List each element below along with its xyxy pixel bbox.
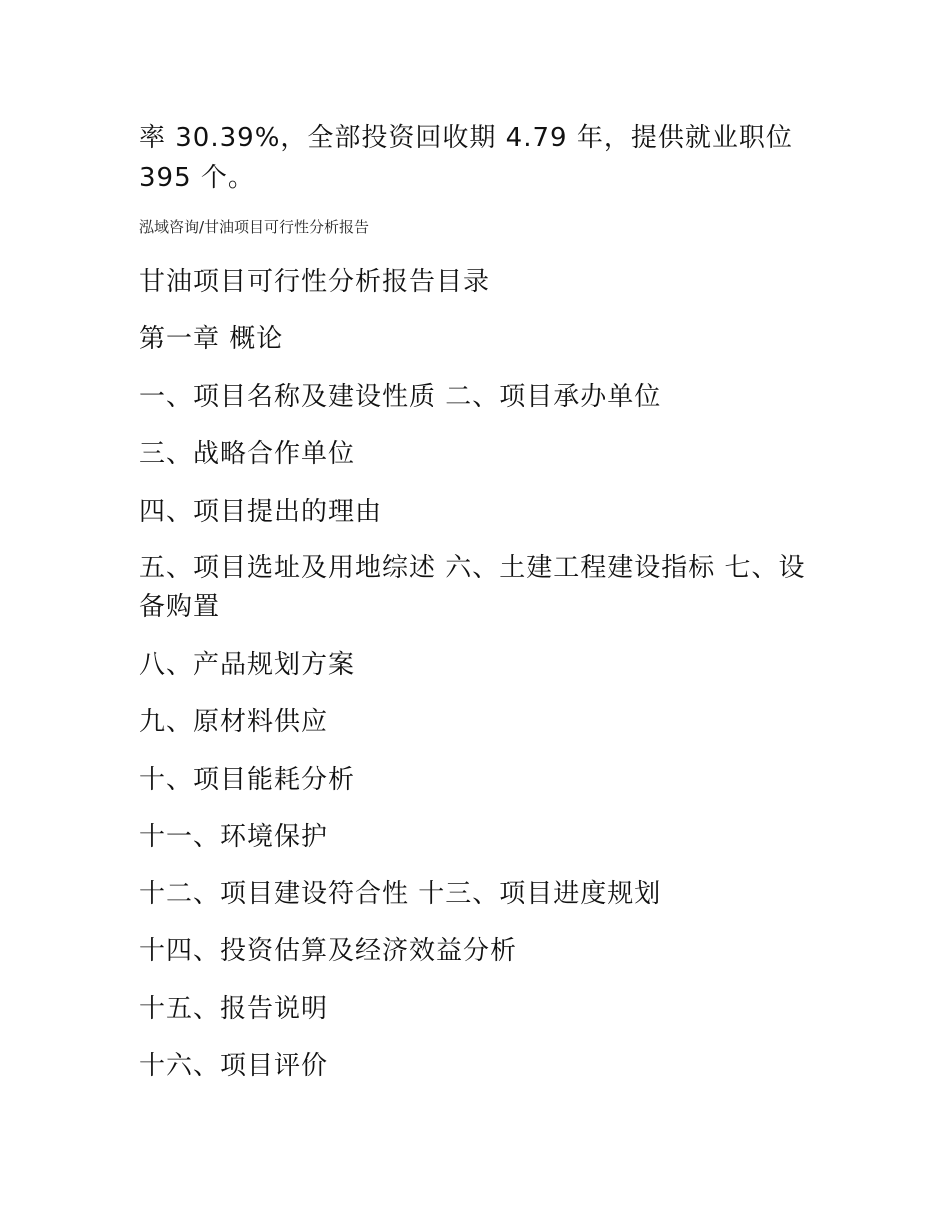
toc-item: 十五、报告说明 [139,994,329,1024]
intro-text-line-1: 率 30.39%，全部投资回收期 4.79 年，提供就业职位 [139,123,793,153]
toc-title: 甘油项目可行性分析报告目录 [139,267,491,297]
toc-item: 十一、环境保护 [139,822,329,852]
toc-item: 五、项目选址及用地综述 六、土建工程建设指标 七、设备购置 [139,553,806,622]
toc-item: 八、产品规划方案 [139,650,356,680]
toc-item: 九、原材料供应 [139,707,329,737]
toc-item: 十、项目能耗分析 [139,765,356,795]
toc-item: 三、战略合作单位 [139,439,356,469]
toc-item: 十六、项目评价 [139,1051,329,1081]
toc-item: 四、项目提出的理由 [139,497,383,527]
toc-item: 十二、项目建设符合性 十三、项目进度规划 [139,879,662,909]
toc-item: 十四、投资估算及经济效益分析 [139,936,518,966]
toc-chapter-heading: 第一章 概论 [139,324,284,354]
toc-item: 一、项目名称及建设性质 二、项目承办单位 [139,382,662,412]
intro-text-line-2: 395 个。 [139,163,255,193]
running-header: 泓域咨询/甘油项目可行性分析报告 [139,218,370,236]
